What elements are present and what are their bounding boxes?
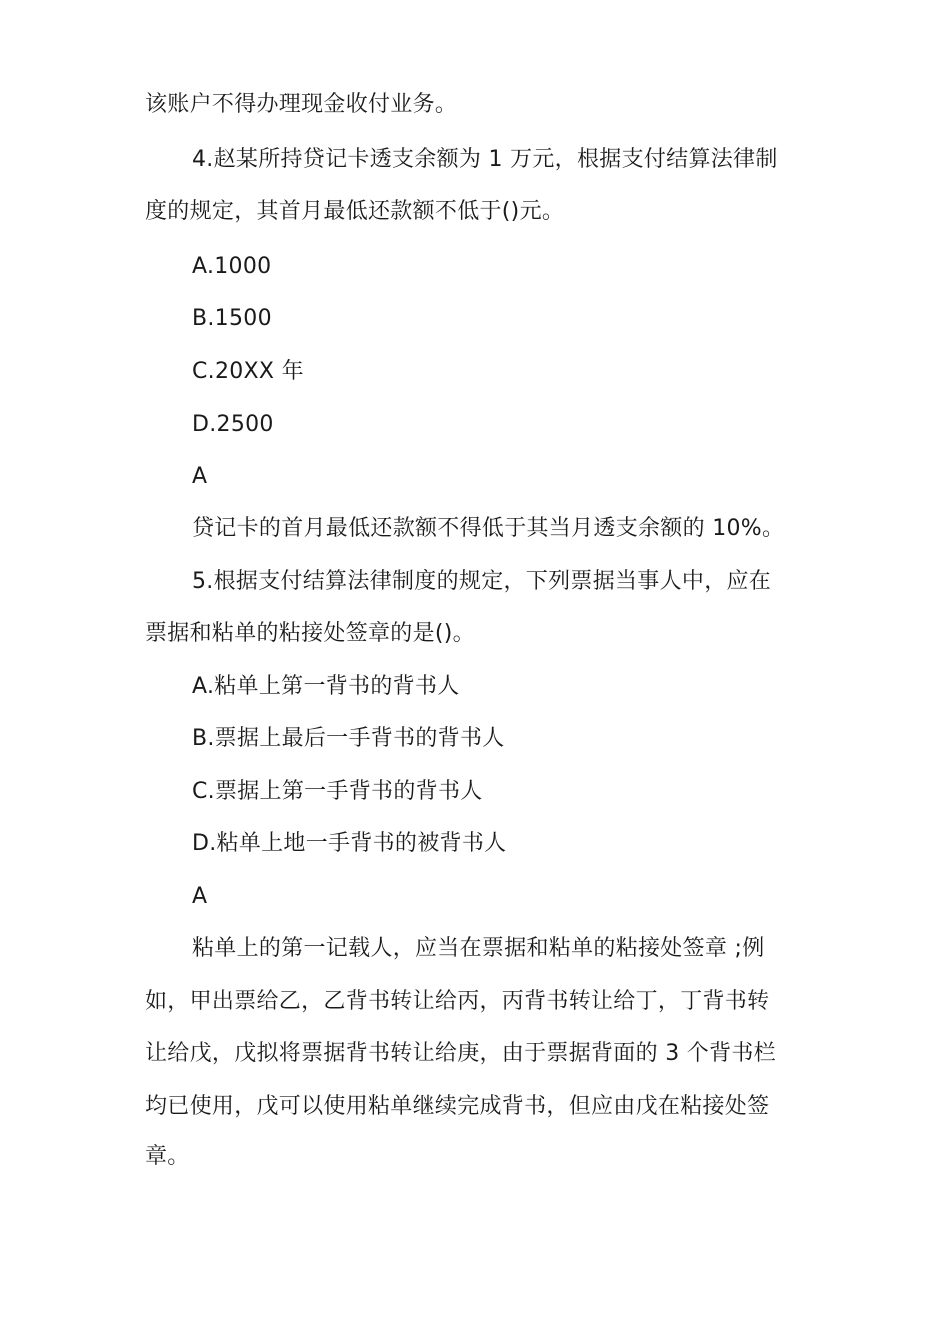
question-4-answer: A: [192, 464, 208, 489]
question-5-option-d: D.粘单上地一手背书的被背书人: [192, 831, 507, 856]
question-5-explanation-line-5: 章。: [145, 1144, 190, 1169]
question-5-answer: A: [192, 884, 208, 909]
question-4-option-c: C.20XX 年: [192, 359, 304, 384]
question-5-option-c: C.票据上第一手背书的背书人: [192, 779, 483, 804]
question-4-option-a: A.1000: [192, 254, 272, 279]
question-4-option-d: D.2500: [192, 412, 274, 437]
question-5-stem-line-1: 5.根据支付结算法律制度的规定，下列票据当事人中，应在: [192, 569, 772, 594]
question-5-explanation-line-1: 粘单上的第一记载人，应当在票据和粘单的粘接处签章 ;例: [192, 936, 765, 961]
question-5-stem-line-2: 票据和粘单的粘接处签章的是()。: [145, 621, 475, 646]
question-4-stem-line-1: 4.赵某所持贷记卡透支余额为 1 万元，根据支付结算法律制: [192, 147, 778, 172]
question-4-explanation: 贷记卡的首月最低还款额不得低于其当月透支余额的 10%。: [192, 516, 785, 541]
question-5-explanation-line-2: 如，甲出票给乙，乙背书转让给丙，丙背书转让给丁，丁背书转: [145, 989, 770, 1014]
question-5-explanation-line-4: 均已使用，戊可以使用粘单继续完成背书，但应由戊在粘接处签: [145, 1094, 770, 1119]
question-4-stem-line-2: 度的规定，其首月最低还款额不低于()元。: [145, 199, 565, 224]
question-5-explanation-line-3: 让给戊，戊拟将票据背书转让给庚，由于票据背面的 3 个背书栏: [145, 1041, 776, 1066]
question-4-option-b: B.1500: [192, 306, 272, 331]
text-line-1: 该账户不得办理现金收付业务。: [145, 92, 458, 117]
question-5-option-a: A.粘单上第一背书的背书人: [192, 674, 460, 699]
question-5-option-b: B.票据上最后一手背书的背书人: [192, 726, 505, 751]
